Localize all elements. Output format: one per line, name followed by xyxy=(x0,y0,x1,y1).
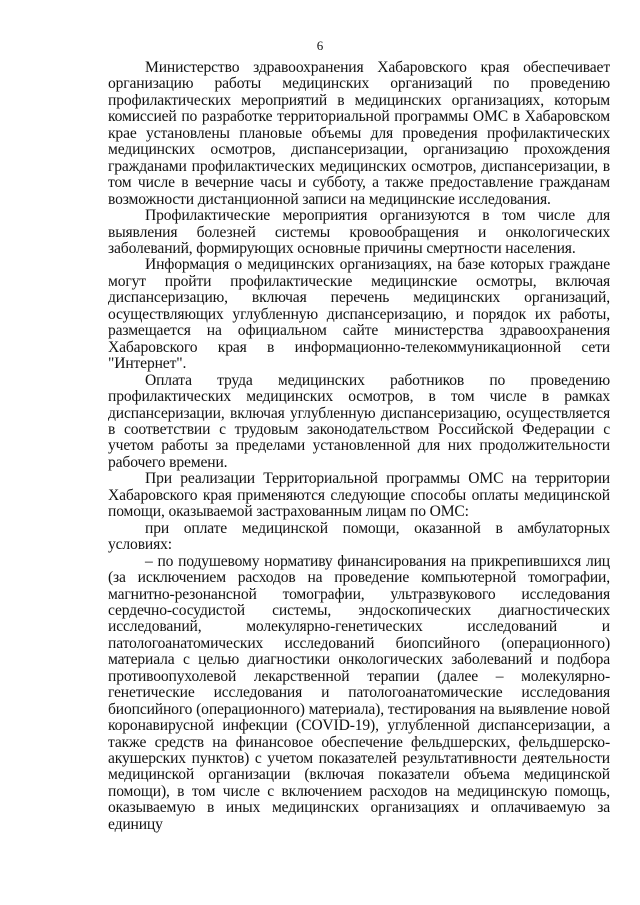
page-number: 6 xyxy=(316,38,324,53)
document-body xyxy=(108,60,610,833)
paragraph-ministry-organization: Министерство здравоохранения Хабаровского края обеспечивает организацию работы медицинских организаций по проведению профилактических мероприятий в медицинских организациях, которым комиссией по разработке территориальной программы ОМС в Хабаровском крае установлены плановые объемы для проведения профилактических медицинских осмотров, диспансеризации, организацию прохождения гражданами профилактических медицинских осмотров, диспансеризации, в том числе в вечерние часы и субботу, а также предоставление гражданам возможности дистанционной записи на медицинские исследования. xyxy=(108,59,610,208)
paragraph-per-capita-standard: – по подушевому нормативу финансирования на прикрепившихся лиц (за исключением расходов на проведение компьютерной томографии, магнитно-резонансной томографии, ультразвукового исследования сердечно-сосудистой системы, эндоскопических диагностических исследований, молекулярно-генетических исследований и патологоанатомических исследований биопсийного (операционного) материала с целью диагностики онкологических заболеваний и подбора противоопухолевой лекарственной терапии (далее – молекулярно-генетические исследования и патологоанатомические исследования биопсийного (операционного) материала), тестирования на выявление новой коронавирусной инфекции (COVID-19), углубленной диспансеризации, а также средств на финансовое обеспечение фельдшерских, фельдшерско-акушерских пунктов) с учетом показателей результативности деятельности медицинской организации (включая показатели объема медицинской помощи), в том числе с включением расходов на медицинскую помощь, оказываемую в иных медицинских организациях и оплачиваемую за единицу xyxy=(108,552,610,833)
paragraph-preventive-measures: Профилактические мероприятия организуются в том числе для выявления болезней системы кровообращения и онкологических заболеваний, формирующих основные причины смертности населения. xyxy=(108,207,610,257)
paragraph-outpatient-conditions: при оплате медицинской помощи, оказанной в амбулаторных условиях: xyxy=(108,519,610,554)
paragraph-payment-methods: При реализации Территориальной программы ОМС на территории Хабаровского края применяются следующие способы оплаты медицинской помощи, оказываемой застрахованным лицам по ОМС: xyxy=(108,470,610,521)
paragraph-labor-payment: Оплата труда медицинских работников по проведению профилактических медицинских осмотров, в том числе в рамках диспансеризации, включая углубленную диспансеризацию, осуществляется в соответствии с трудовым законодательством Российской Федерации с учетом работы за пределами установленной для них продолжительности рабочего времени. xyxy=(108,371,610,471)
paragraph-information-publication: Информация о медицинских организациях, на базе которых граждане могут пройти профилактические медицинские осмотры, включая диспансеризацию, включая перечень медицинских организаций, осуществляющих углубленную диспансеризацию, и порядок их работы, размещается на официальном сайте министерства здравоохранения Хабаровского края в информационно-телекоммуникационной сети "Интернет". xyxy=(108,256,610,373)
